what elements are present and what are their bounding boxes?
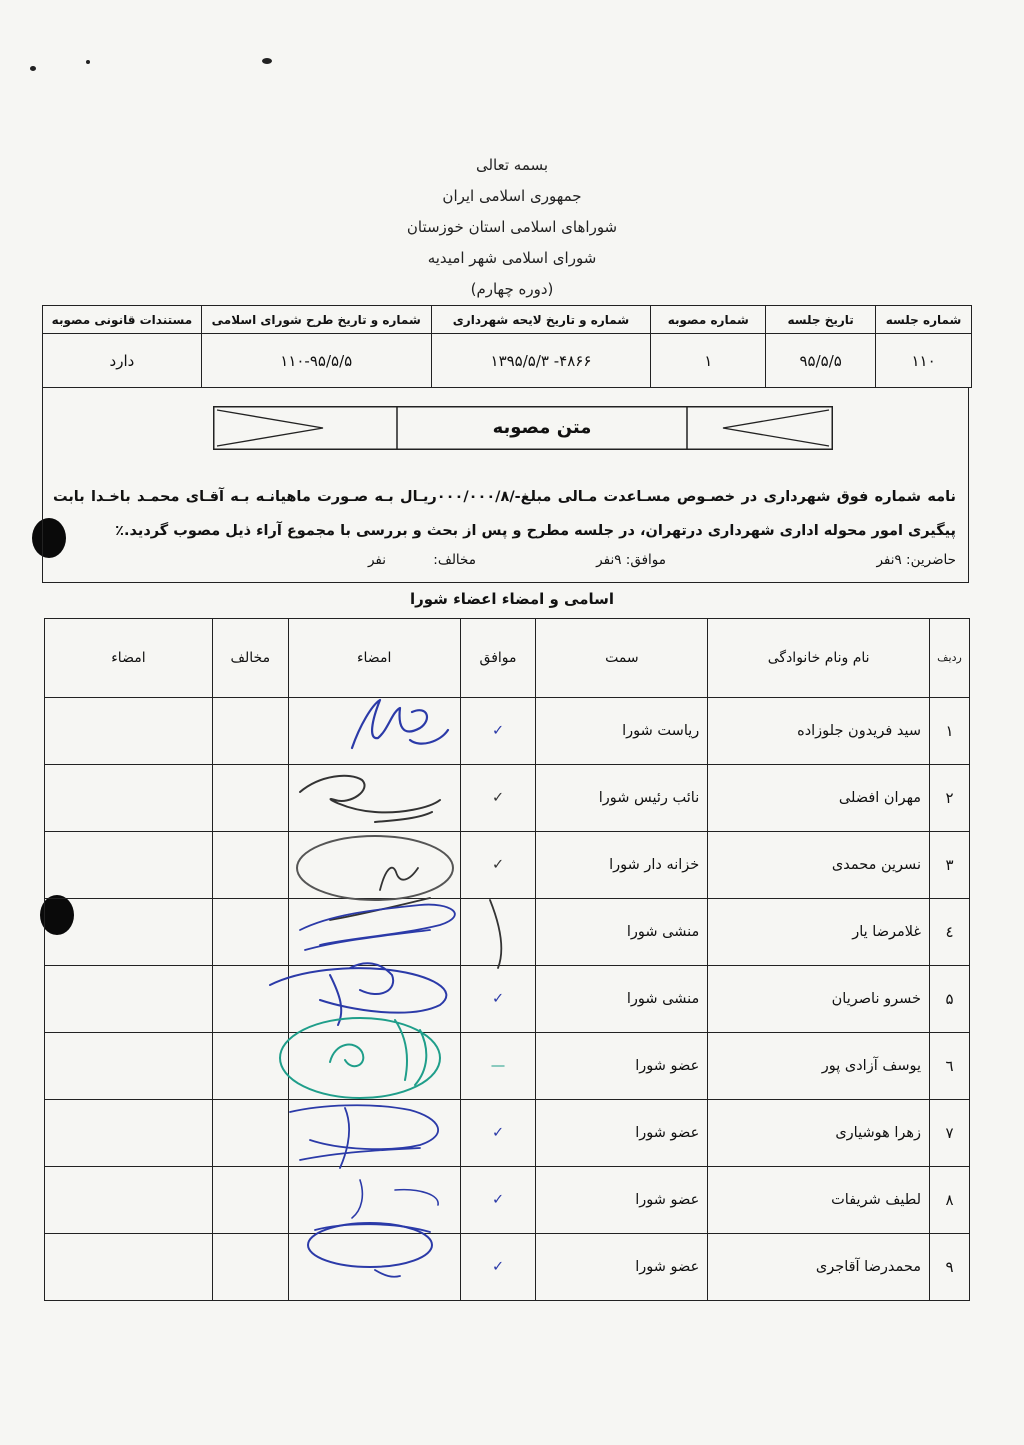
member-name: سید فریدون جلوزاده bbox=[708, 698, 930, 765]
member-role: عضو شورا bbox=[536, 1100, 708, 1167]
header-line-province: شوراهای اسلامی استان خوزستان bbox=[406, 218, 618, 236]
members-table bbox=[44, 618, 970, 1301]
member-name: غلامرضا یار bbox=[708, 899, 930, 966]
value-session-date: ۹۵/۵/۵ bbox=[766, 334, 876, 388]
header-resolution-number: شماره مصوبه bbox=[651, 306, 766, 334]
oppose-cell bbox=[212, 1033, 288, 1100]
row-number: ۱ bbox=[930, 698, 970, 765]
session-info-table bbox=[42, 305, 972, 388]
header-signature-oppose: امضاء bbox=[45, 619, 213, 698]
oppose-signature-cell bbox=[45, 899, 213, 966]
resolution-box bbox=[42, 388, 969, 583]
member-role: عضو شورا bbox=[536, 1167, 708, 1234]
table-row bbox=[45, 1167, 970, 1234]
agree-check: ✓ bbox=[460, 832, 536, 899]
table-row bbox=[45, 1100, 970, 1167]
member-name: خسرو ناصریان bbox=[708, 966, 930, 1033]
header-row-number-label: ردیف bbox=[937, 651, 962, 664]
signature-cell bbox=[288, 698, 460, 765]
agree-count: موافق: ۹نفر bbox=[596, 552, 666, 568]
header-council-plan: شماره و تاریخ طرح شورای اسلامی bbox=[201, 306, 431, 334]
oppose-signature-cell bbox=[45, 698, 213, 765]
member-role: خزانه دار شورا bbox=[536, 832, 708, 899]
oppose-signature-cell bbox=[45, 1167, 213, 1234]
members-header-row bbox=[45, 619, 970, 698]
row-number: ۷ bbox=[930, 1100, 970, 1167]
resolution-text: نامه شماره فوق شهرداری در خصـوص مسـاعدت مـالی مبلغ-/۰۰۰/۰۰۰/۸ریـال بـه صـورت ماهیانـه بـه آقـای محمـد باخـدا بابت پیگیری امور محوله اداری شهرداری درتهران، در جلسه مطرح و پس از بحث و بررسی با مجموع آراء ذیل مصوب گردید.٪ bbox=[53, 489, 956, 539]
signature-cell bbox=[288, 1234, 460, 1301]
oppose-cell bbox=[212, 832, 288, 899]
value-council-plan: ۱۱۰-۹۵/۵/۵ bbox=[201, 334, 431, 388]
oppose-signature-cell bbox=[45, 1033, 213, 1100]
member-role: ریاست شورا bbox=[536, 698, 708, 765]
member-role: منشی شورا bbox=[536, 966, 708, 1033]
value-municipal-bill: ۴۸۶۶- ۱۳۹۵/۵/۳ bbox=[431, 334, 651, 388]
speck bbox=[262, 58, 272, 64]
oppose-label: مخالف: bbox=[433, 552, 476, 568]
header-agree: موافق bbox=[460, 619, 536, 698]
value-resolution-number: ۱ bbox=[651, 334, 766, 388]
row-number: ٦ bbox=[930, 1033, 970, 1100]
oppose-cell bbox=[212, 966, 288, 1033]
oppose-signature-cell bbox=[45, 1234, 213, 1301]
header-municipal-bill: شماره و تاریخ لایحه شهرداری bbox=[431, 306, 651, 334]
signature-cell bbox=[288, 1033, 460, 1100]
oppose-unit: نفر bbox=[367, 552, 386, 568]
signature-cell bbox=[288, 765, 460, 832]
speck bbox=[30, 66, 36, 71]
oppose-cell bbox=[212, 698, 288, 765]
header-session-date: تاریخ جلسه bbox=[766, 306, 876, 334]
header-line-city-council: شورای اسلامی شهر امیدیه bbox=[427, 249, 597, 267]
value-session-number: ۱۱۰ bbox=[876, 334, 972, 388]
table-row bbox=[45, 899, 970, 966]
member-name: محمدرضا آقاجری bbox=[708, 1234, 930, 1301]
resolution-title: متن مصوبه bbox=[492, 417, 592, 438]
oppose-signature-cell bbox=[45, 832, 213, 899]
member-role: عضو شورا bbox=[536, 1234, 708, 1301]
header-row-number bbox=[930, 619, 970, 698]
header-line-country: جمهوری اسلامی ایران bbox=[442, 187, 582, 205]
member-role: منشی شورا bbox=[536, 899, 708, 966]
member-role: نائب رئیس شورا bbox=[536, 765, 708, 832]
document-header bbox=[0, 150, 1024, 305]
table-row bbox=[45, 698, 970, 765]
member-name: یوسف آزادی پور bbox=[708, 1033, 930, 1100]
session-info-value-row bbox=[43, 334, 972, 388]
header-line-basmala: بسمه تعالی bbox=[475, 156, 549, 174]
table-row bbox=[45, 966, 970, 1033]
member-role: عضو شورا bbox=[536, 1033, 708, 1100]
member-name: زهرا هوشیاری bbox=[708, 1100, 930, 1167]
attendance-line bbox=[53, 552, 956, 576]
row-number: ۸ bbox=[930, 1167, 970, 1234]
members-title: اسامی و امضاء اعضاء شورا bbox=[409, 590, 615, 608]
agree-check: ✓ bbox=[460, 966, 536, 1033]
header-role: سمت bbox=[536, 619, 708, 698]
oppose-cell bbox=[212, 1234, 288, 1301]
table-row bbox=[45, 1033, 970, 1100]
agree-check bbox=[460, 899, 536, 966]
row-number: ٤ bbox=[930, 899, 970, 966]
oppose-signature-cell bbox=[45, 765, 213, 832]
present-count: حاضرین: ۹نفر bbox=[876, 552, 956, 568]
signature-cell bbox=[288, 1167, 460, 1234]
header-name: نام ونام خانوادگی bbox=[708, 619, 930, 698]
oppose-cell bbox=[212, 1100, 288, 1167]
row-number: ۵ bbox=[930, 966, 970, 1033]
member-name: نسرین محمدی bbox=[708, 832, 930, 899]
speck bbox=[86, 60, 90, 64]
header-legal-basis: مستندات قانونی مصوبه bbox=[43, 306, 202, 334]
header-line-term: (دوره چهارم) bbox=[470, 280, 554, 298]
header-oppose: مخالف bbox=[212, 619, 288, 698]
agree-check: ✓ bbox=[460, 698, 536, 765]
resolution-banner bbox=[213, 406, 833, 450]
member-name: لطیف شریفات bbox=[708, 1167, 930, 1234]
agree-check: ✓ bbox=[460, 1167, 536, 1234]
signature-cell bbox=[288, 966, 460, 1033]
session-info-header-row bbox=[43, 306, 972, 334]
agree-check: ✓ bbox=[460, 1234, 536, 1301]
oppose-cell bbox=[212, 899, 288, 966]
row-number: ۹ bbox=[930, 1234, 970, 1301]
agree-check: — bbox=[460, 1033, 536, 1100]
member-name: مهران افضلی bbox=[708, 765, 930, 832]
header-signature: امضاء bbox=[288, 619, 460, 698]
signature-cell bbox=[288, 1100, 460, 1167]
agree-check: ✓ bbox=[460, 765, 536, 832]
table-row bbox=[45, 832, 970, 899]
table-row bbox=[45, 1234, 970, 1301]
value-legal-basis: دارد bbox=[43, 334, 202, 388]
oppose-cell bbox=[212, 765, 288, 832]
signature-cell bbox=[288, 832, 460, 899]
table-row bbox=[45, 765, 970, 832]
signature-cell bbox=[288, 899, 460, 966]
header-session-number: شماره جلسه bbox=[876, 306, 972, 334]
row-number: ۳ bbox=[930, 832, 970, 899]
agree-check: ✓ bbox=[460, 1100, 536, 1167]
oppose-signature-cell bbox=[45, 966, 213, 1033]
oppose-cell bbox=[212, 1167, 288, 1234]
row-number: ۲ bbox=[930, 765, 970, 832]
oppose-signature-cell bbox=[45, 1100, 213, 1167]
